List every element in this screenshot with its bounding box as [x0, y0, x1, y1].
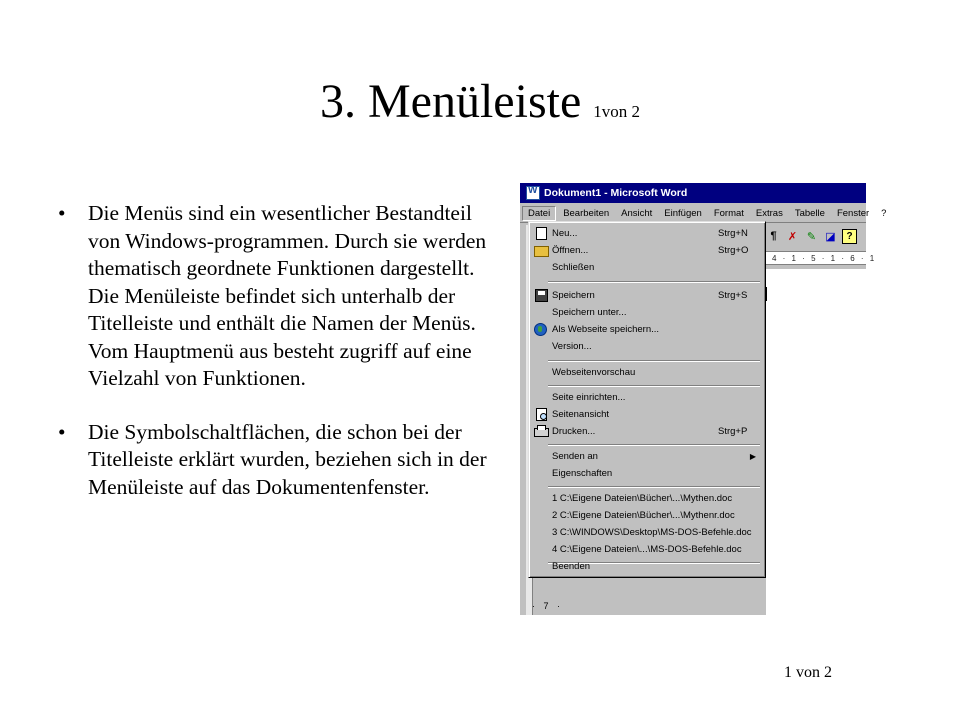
menu-bearbeiten[interactable]: Bearbeiten: [563, 207, 610, 219]
menu-format[interactable]: Format: [713, 207, 744, 219]
zoom-icon[interactable]: ◪: [825, 230, 836, 243]
menu-item-label: Als Webseite speichern...: [552, 323, 660, 335]
menu-separator: [548, 360, 760, 362]
toolbar: [760, 225, 866, 247]
submenu-arrow-icon: ▶: [749, 451, 756, 461]
menu-item-page-setup[interactable]: [532, 389, 762, 405]
menu-fenster[interactable]: Fenster: [836, 207, 870, 219]
menu-datei[interactable]: Datei: [522, 206, 556, 221]
menu-item-label: Seite einrichten...: [552, 391, 626, 403]
menu-item-label: Seitenansicht: [552, 408, 610, 420]
bullet-item: • Die Menüs sind ein wesentlicher Bestandteil von Windows-programmen. Durch sie werden thematisch geordnete Funktionen dargestellt. Die Menüleiste befindet sich unterhalb der Titelleiste und enthält die Namen der Menüs. Vom Hauptmenü aus besteht zugriff auf eine Vielzahl von Funktionen.: [58, 200, 488, 393]
menu-item-label: Version...: [552, 340, 592, 352]
bullet-item: • Die Symbolschaltflächen, die schon bei der Titelleiste erklärt wurden, beziehen sich in der Menüleiste auf das Dokumentenfenster.: [58, 419, 488, 502]
page-number: 1 von 2: [784, 664, 832, 681]
menu-help[interactable]: ?: [881, 207, 887, 219]
menu-item-exit[interactable]: [532, 558, 762, 574]
menu-item-save-web[interactable]: [532, 321, 762, 337]
folder-open-icon: [534, 246, 549, 257]
menu-item-save[interactable]: [532, 287, 762, 303]
menu-item-label: Eigenschaften: [552, 467, 613, 479]
menu-item-recent-3[interactable]: [532, 524, 762, 540]
menu-item-label: Beenden: [552, 560, 591, 572]
pilcrow-icon[interactable]: ¶: [770, 230, 777, 242]
document-area[interactable]: [766, 269, 866, 615]
globe-save-icon: [534, 323, 547, 336]
menu-separator: [548, 444, 760, 446]
menu-item-shortcut: Strg+P: [718, 425, 748, 437]
menu-item-label: Drucken...: [552, 425, 596, 437]
menu-item-recent-1[interactable]: [532, 490, 762, 506]
menu-ansicht[interactable]: Ansicht: [621, 207, 653, 219]
printer-icon: [534, 428, 549, 437]
menu-extras[interactable]: Extras: [755, 207, 783, 219]
help-icon[interactable]: ?: [842, 229, 857, 244]
menu-separator: [548, 281, 760, 283]
drawing-icon[interactable]: ✎: [806, 230, 817, 243]
menu-item-send-to[interactable]: [532, 448, 762, 464]
menu-separator: [548, 486, 760, 488]
menu-item-label: Speichern unter...: [552, 306, 627, 318]
menu-item-label: 3 C:\WINDOWS\Desktop\MS-DOS-Befehle.doc: [552, 526, 752, 538]
menu-item-label: 2 C:\Eigene Dateien\Bücher\...\Mythenr.doc: [552, 509, 735, 521]
menu-item-label: Öffnen...: [552, 244, 589, 256]
menu-item-label: Senden an: [552, 450, 598, 462]
word-screenshot: [520, 183, 887, 615]
menu-item-print-preview[interactable]: [532, 406, 762, 422]
menu-item-save-as[interactable]: [532, 304, 762, 320]
slide-title-suffix: 1von 2: [593, 102, 641, 121]
menu-item-properties[interactable]: [532, 465, 762, 481]
menu-item-label: Neu...: [552, 227, 578, 239]
menu-item-label: 4 C:\Eigene Dateien\...\MS-DOS-Befehle.doc: [552, 543, 742, 555]
print-preview-icon: [536, 408, 547, 421]
menu-separator: [548, 385, 760, 387]
menu-item-label: Schließen: [552, 261, 595, 273]
menu-item-close[interactable]: [532, 259, 762, 275]
menu-tabelle[interactable]: Tabelle: [794, 207, 825, 219]
menu-item-label: 1 C:\Eigene Dateien\Bücher\...\Mythen.doc: [552, 492, 733, 504]
menu-item-recent-2[interactable]: [532, 507, 762, 523]
file-menu-dropdown: [528, 221, 766, 578]
word-app-icon[interactable]: [526, 186, 540, 200]
menu-item-label: Webseitenvorschau: [552, 366, 636, 378]
title-bar: [520, 183, 866, 203]
menu-item-shortcut: Strg+O: [718, 244, 749, 256]
menu-item-shortcut: Strg+N: [718, 227, 748, 239]
menu-item-new[interactable]: [532, 225, 762, 241]
menu-item-versions[interactable]: [532, 338, 762, 354]
menu-item-print[interactable]: [532, 423, 762, 439]
window-title: Dokument1 - Microsoft Word: [544, 187, 688, 199]
menu-item-open[interactable]: [532, 242, 762, 258]
menu-item-web-preview[interactable]: [532, 364, 762, 380]
menu-einfuegen[interactable]: Einfügen: [664, 207, 702, 219]
horizontal-ruler: 4 · 1 · 5 · 1 · 6 · 1: [766, 251, 866, 265]
color-icon[interactable]: ✗: [787, 230, 798, 243]
slide-title: [0, 72, 960, 142]
bullet-list: [58, 200, 488, 527]
new-document-icon: [536, 227, 547, 240]
menu-item-label: Speichern: [552, 289, 595, 301]
floppy-disk-icon: [535, 289, 548, 302]
slide-title-text: 3. Menüleiste: [319, 75, 582, 128]
text-cursor: [766, 287, 767, 301]
menu-item-recent-4[interactable]: [532, 541, 762, 557]
menu-item-shortcut: Strg+S: [718, 289, 748, 301]
ruler-bottom: · 7 ·: [532, 601, 564, 611]
